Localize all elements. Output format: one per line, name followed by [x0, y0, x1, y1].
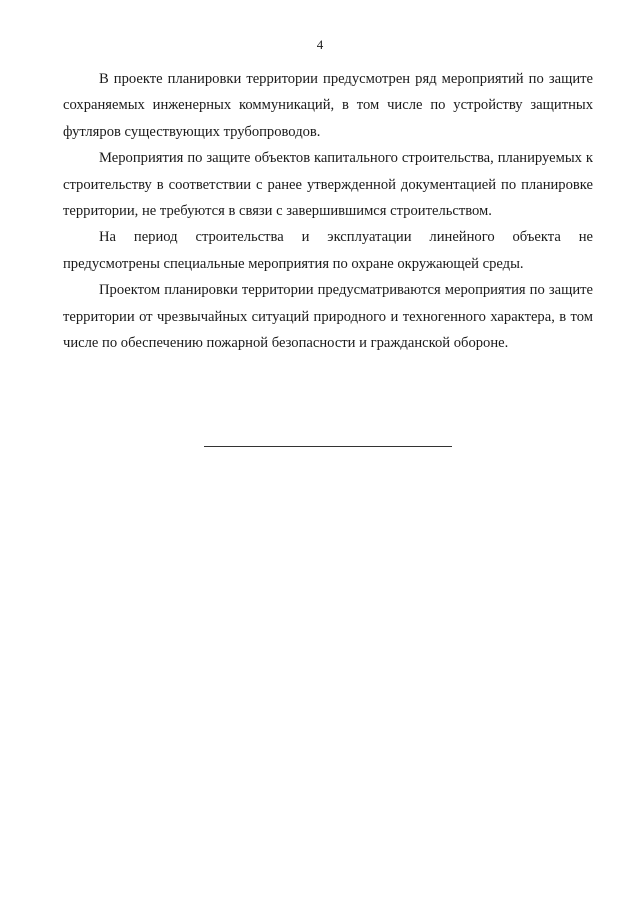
end-of-text-divider — [204, 446, 452, 447]
paragraph-environment: На период строительства и эксплуатации линейного объекта не предусмотрены специальные мероприятия по охране окружающей среды. — [63, 229, 593, 272]
paragraph-utility-protection: В проекте планировки территории предусмотрен ряд мероприятий по защите сохраняемых инженерных коммуникаций, в том числе по устройству защитных футляров существующих трубопроводов. — [63, 71, 593, 140]
paragraph-capital-objects: Мероприятия по защите объектов капитального строительства, планируемых к строительству в соответствии с ранее утвержденной документацией по планировке территории, не требуются в связи с завершившимся строительством. — [63, 150, 593, 220]
page-number: 4 — [316, 37, 324, 52]
document-body — [63, 66, 593, 356]
paragraph-emergency-protection: Проектом планировки территории предусматриваются мероприятия по защите территории от чрезвычайных ситуаций природного и техногенного характера, в том числе по обеспечению пожарной безопасности и гражданской обороне. — [63, 282, 593, 352]
